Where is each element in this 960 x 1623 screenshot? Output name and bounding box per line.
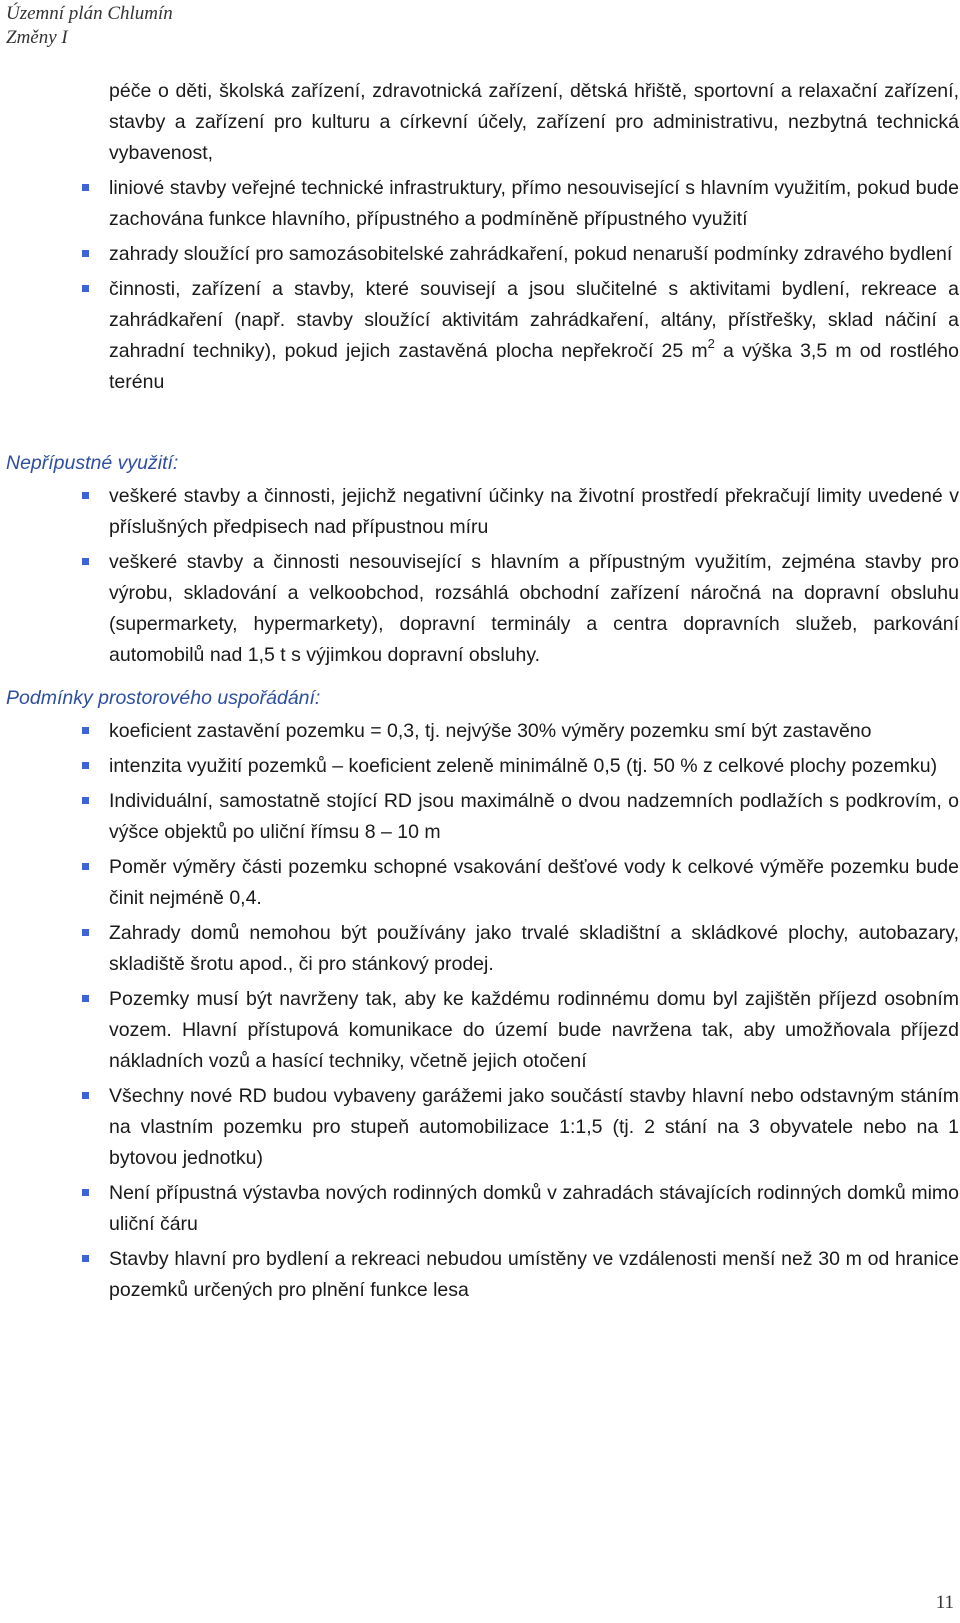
bullet-icon xyxy=(82,558,89,565)
bullet-icon xyxy=(82,184,89,191)
list-item xyxy=(109,173,959,235)
list-item-text: liniové stavby veřejné technické infrastruktury, přímo nesouvisející s hlavním využitím, pokud bude zachována funkce hlavního, přípustného a podmíněně přípustného využití xyxy=(109,177,959,230)
list-item-text: zahrady sloužící pro samozásobitelské zahrádkaření, pokud nenaruší podmínky zdravého bydlení xyxy=(109,243,953,265)
superscript: 2 xyxy=(707,335,715,351)
list-item-text: Pozemky musí být navrženy tak, aby ke každému rodinnému domu byl zajištěn příjezd osobním vozem. Hlavní přístupová komunikace do území bude navržena tak, aby umožňovala příjezd nákladních vozů a hasící techniky, včetně jejich otočení xyxy=(109,988,959,1072)
page-content xyxy=(0,76,960,1306)
list-item-text-tail: a výška 3,5 m od rostlého terénu xyxy=(109,340,959,393)
list-item xyxy=(109,274,959,398)
bullet-icon xyxy=(82,1092,89,1099)
list-item xyxy=(109,751,959,782)
bullet-icon xyxy=(82,1255,89,1262)
list-item xyxy=(109,852,959,914)
header-title: Územní plán Chlumín xyxy=(6,3,173,24)
bullet-icon xyxy=(82,797,89,804)
list-item xyxy=(109,481,959,543)
list-item xyxy=(109,786,959,848)
list-item-text: Zahrady domů nemohou být používány jako trvalé skladištní a skládkové plochy, autobazary, skladiště šrotu apod., či pro stánkový prodej. xyxy=(109,922,959,975)
list-item xyxy=(109,918,959,980)
bullet-icon xyxy=(82,492,89,499)
intro-continuation: péče o děti, školská zařízení, zdravotnická zařízení, dětská hřiště, sportovní a relaxační zařízení, stavby a zařízení pro kulturu a církevní účely, zařízení pro administrativu, nezbytná technická vybavenost, xyxy=(109,80,959,164)
section-heading-spatial: Podmínky prostorového uspořádání: xyxy=(6,687,321,709)
header-subtitle: Změny I xyxy=(6,27,68,48)
list-item xyxy=(109,547,959,671)
list-item xyxy=(109,1081,959,1174)
list-item-text: Všechny nové RD budou vybaveny garážemi jako součástí stavby hlavní nebo odstavným stáním na vlastním pozemku pro stupeň automobilizace 1:1,5 (tj. 2 stání na 3 obyvatele nebo na 1 bytovou jednotku) xyxy=(109,1085,959,1169)
document-header xyxy=(6,2,173,50)
list-item-text: činnosti, zařízení a stavby, které souvisejí a jsou slučitelné s aktivitami bydlení, rekreace a zahrádkaření (např. stavby sloužící aktivitám zahrádkaření, altány, přístřešky, sklad náčiní a zahradní techniky), pokud jejich zastavěná plocha nepřekročí 25 m xyxy=(109,278,959,362)
list-item-text: Není přípustná výstavba nových rodinných domků v zahradách stávajících rodinných domků mimo uliční čáru xyxy=(109,1182,959,1235)
bullet-icon xyxy=(82,863,89,870)
bullet-icon xyxy=(82,929,89,936)
list-item-text: Individuální, samostatně stojící RD jsou maximálně o dvou nadzemních podlažích s podkrovím, o výšce objektů po uliční římsu 8 – 10 m xyxy=(109,790,959,843)
list-item-text: veškeré stavby a činnosti, jejichž negativní účinky na životní prostředí překračují limity uvedené v příslušných předpisech nad přípustnou míru xyxy=(109,485,959,538)
list-item xyxy=(109,716,959,747)
list-item-text: Stavby hlavní pro bydlení a rekreaci nebudou umístěny ve vzdálenosti menší než 30 m od hranice pozemků určených pro plnění funkce lesa xyxy=(109,1248,959,1301)
bullet-icon xyxy=(82,1189,89,1196)
bullet-icon xyxy=(82,995,89,1002)
section-heading-forbidden: Nepřípustné využití: xyxy=(6,452,179,474)
list-item-text: Poměr výměry části pozemku schopné vsakování dešťové vody k celkové výměře pozemku bude činit nejméně 0,4. xyxy=(109,856,959,909)
list-item xyxy=(109,239,959,270)
bullet-icon xyxy=(82,285,89,292)
bullet-icon xyxy=(82,250,89,257)
page-number: 11 xyxy=(935,1592,954,1613)
bullet-icon xyxy=(82,727,89,734)
list-item xyxy=(109,984,959,1077)
list-item-text: koeficient zastavění pozemku = 0,3, tj. nejvýše 30% výměry pozemku smí být zastavěno xyxy=(109,720,872,742)
list-item-text: veškeré stavby a činnosti nesouvisející s hlavním a přípustným využitím, zejména stavby pro výrobu, skladování a velkoobchod, rozsáhlá obchodní zařízení náročná na dopravní obsluhu (supermarkety, hypermarkety), dopravní terminály a centra dopravních služeb, parkování automobilů nad 1,5 t s výjimkou dopravní obsluhy. xyxy=(109,551,959,666)
list-item xyxy=(109,1178,959,1240)
list-item-text: intenzita využití pozemků – koeficient zeleně minimálně 0,5 (tj. 50 % z celkové plochy pozemku) xyxy=(109,755,938,777)
bullet-icon xyxy=(82,762,89,769)
list-item xyxy=(109,1244,959,1306)
